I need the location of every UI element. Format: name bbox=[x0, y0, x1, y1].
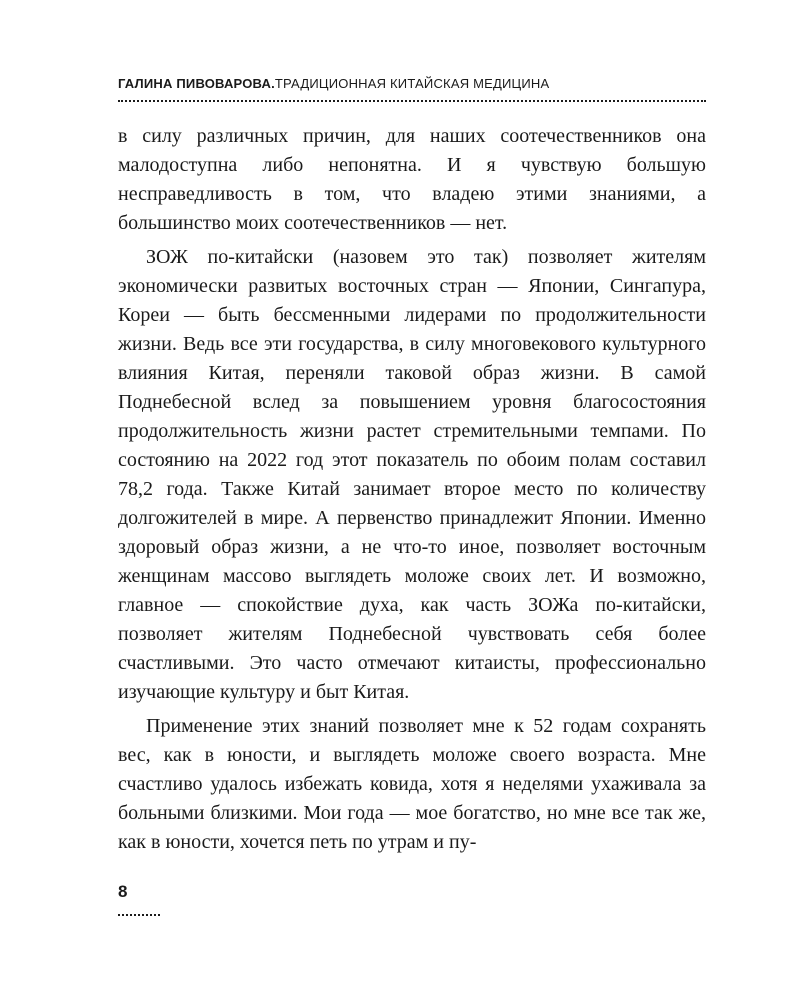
header-dotted-rule bbox=[118, 100, 706, 102]
paragraph-2: ЗОЖ по-китайски (назовем это так) позволяет жителям экономически развитых восточных стран — Японии, Сингапура, Кореи — быть бессменными лидерами по продолжительности жизни. Ведь все эти государства, в силу многовекового культурного влияния Китая, переняли таковой образ жизни. В самой Поднебесной вслед за повышением уровня благосостояния продолжительность жизни растет стремительными темпами. По состоянию на 2022 год этот показатель по обоим полам составил 78,2 года. Также Китай занимает второе место по количеству долгожителей в мире. А первенство принадлежит Японии. Именно здоровый образ жизни, а не что-то иное, позволяет восточным женщинам массово выглядеть моложе своих лет. И возможно, главное — спокойствие духа, как часть ЗОЖа по-китайски, позволяет жителям Поднебесной чувствовать себя более счастливыми. Это часто отмечают китаисты, профессионально изучающие культуру и быт Китая. bbox=[118, 246, 706, 703]
header-book-title: ТРАДИЦИОННАЯ КИТАЙСКАЯ МЕДИЦИНА bbox=[274, 76, 550, 91]
body-text bbox=[118, 122, 706, 857]
page-number-dotted-rule bbox=[118, 914, 160, 916]
paragraph-3: Применение этих знаний позволяет мне к 52 годам сохранять вес, как в юности, и выглядеть моложе своего возраста. Мне счастливо удалось избежать ковида, хотя я неделями ухаживала за больными близкими. Мои года — мое богатство, но мне все так же, как в юности, хочется петь по утрам и пу- bbox=[118, 715, 706, 853]
header-author: ГАЛИНА ПИВОВАРОВА. bbox=[118, 76, 275, 91]
page-number: 8 bbox=[118, 882, 128, 901]
running-header bbox=[118, 76, 706, 91]
paragraph-1: в силу различных причин, для наших соотечественников она малодоступна либо непонятна. И я чувствую большую несправедливость в том, что владею этими знаниями, а большинство моих соотечественников — нет. bbox=[118, 125, 706, 234]
